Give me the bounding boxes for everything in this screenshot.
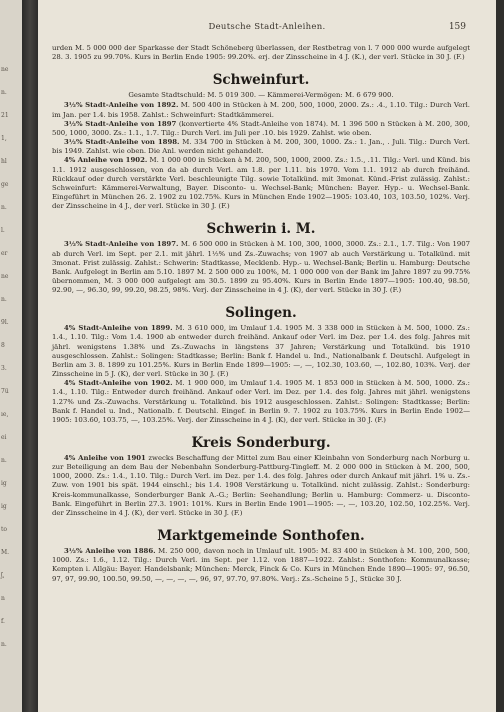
loan-heading: 4% Stadt-Anleihe von 1902.	[64, 379, 173, 388]
adjacent-page-fragment: n.	[1, 89, 7, 96]
adjacent-page-fragment: 9l.	[1, 319, 9, 326]
page-header	[38, 22, 496, 36]
loan-heading: 3½% Stadt-Anleihe von 1897	[64, 119, 177, 128]
adjacent-page-fragment: to	[1, 526, 8, 533]
adjacent-page-fragment: 7ü	[1, 388, 9, 395]
book-page	[38, 0, 496, 712]
sections-container	[52, 72, 470, 583]
adjacent-page-strip	[0, 0, 22, 712]
loan-details: (konvertierte 4% Stadt-Anleihe von 1874). M. 1 396 500 n Stücken à M. 200, 300, 500, 1000, 3000. Zs.: 1.1., 1.7. Tilg.: Durch Verl. im Juli per .10. bis 1929. Zahlst. wie oben.	[52, 119, 470, 137]
loan-details: M. 250 000, davon noch in Umlauf ult. 1905: M. 83 400 in Stücken à M. 100, 200, 500, 1000. Zs.: 1.6., 1.12. Tilg.: Durch Verl. im Sept. per 1.12. von 1887—1922. Zahlst.: Sonthofen: Kommunalkasse; Kempten i. Allgäu: Bayer. Handelsbank; München: Merck, Finck & Co. Kurs in München Ende 1890—1905: 97, 96.50, 97, 97, 99.90, 100.50, 99.50, —, —, —, —, 96, 97, 97.70, 97.80%. Verj.: Zs.-Scheine 5 J., Stücke 30 J.	[52, 547, 470, 583]
running-title: Deutsche Stadt-Anleihen.	[208, 22, 326, 32]
loan-heading: 3½% Stadt-Anleihe von 1897.	[64, 240, 179, 249]
loan-entry	[52, 156, 470, 211]
adjacent-page-fragment: ne	[1, 273, 9, 280]
adjacent-page-fragment: n.	[1, 296, 7, 303]
loan-entry	[52, 324, 470, 379]
loan-heading: 4% Anleihe von 1901	[64, 454, 146, 462]
adjacent-page-fragment: f.	[1, 618, 5, 625]
loan-heading: 3½% Stadt-Anleihe von 1898.	[64, 138, 180, 147]
adjacent-page-fragment: l.	[1, 227, 5, 234]
adjacent-page-fragment: 8	[1, 342, 5, 349]
adjacent-page-fragment: ig	[1, 480, 7, 487]
adjacent-page-fragment: n	[1, 595, 5, 602]
section-title: Marktgemeinde Sonthofen.	[157, 528, 365, 545]
loan-entry	[52, 138, 470, 156]
loan-heading: 3½% Stadt-Anleihe von 1892.	[64, 101, 179, 110]
adjacent-page-fragment: M.	[1, 549, 10, 556]
intro-line-3: erj. der Zinsscheine in 4 J. (K.), der verl. Stücke in 30 J. (F.)	[258, 53, 465, 62]
adjacent-page-fragment: ne	[1, 66, 9, 73]
page-content	[52, 44, 470, 584]
adjacent-page-fragment: n.	[1, 457, 7, 464]
adjacent-page-fragment: ig	[1, 503, 7, 510]
adjacent-page-fragment: er	[1, 250, 8, 257]
loan-details: M. 1 900 000, im Umlauf 1.4. 1905 M. 1 853 000 in Stücken à M. 500, 1000. Zs.: 1.4., 1.10. Tilg.: Entweder durch freihänd. Ankauf oder Verl. im Dez. per 1.4. des folg. Jahres mit jährl. wenigstens 1.27% und Zs.-Zuwachs. Verstärkung u. Totalkünd. bis 1912 ausgeschlossen. Zahlst.: Solingen: Stadtkasse; Berlin: Bank f. Handel u. Ind., Nationalb. f. Deutschl. Eingef. in Berlin 9. 7. 1902 zu 103.75%. Kurs in Berlin Ende 1902—1905: 103.60, 103.75, —, 103.25%. Verj. der Zinsscheine in 4 J. (K), der verl. Stücke in 30 J. (F.)	[52, 379, 470, 424]
adjacent-page-fragment: ʃ,	[1, 572, 5, 579]
intro-line-1: urden M. 5 000 000 der Sparkasse der Stadt Schöneberg überlassen, der Restbetrag von	[52, 44, 366, 52]
loan-entry	[52, 101, 470, 119]
loan-heading: 4% Stadt-Anleihe von 1899.	[64, 324, 173, 333]
adjacent-page-fragment: n.	[1, 204, 7, 211]
adjacent-page-fragment: hl	[1, 158, 7, 165]
page-edge	[496, 0, 504, 712]
adjacent-page-fragment: ge	[1, 181, 9, 188]
loan-entry	[52, 547, 470, 584]
loan-heading: 4% Anleihe von 1902.	[64, 156, 148, 165]
loan-details: M. 1 000 000 in Stücken à M. 200, 500, 1000, 2000. Zs.: 1.5., .11. Tilg.: Verl. und Künd. bis 1.1. 1912 ausgeschlossen, von da ab durch Verl. am 1.8. per 1.11. bis 1970. Vom 1.1. 1912 ab durch freihänd. Rückkauf oder durch verstärkte Verl. beschleunigte Tilg. sowie Totalkünd. mit 3monat. Künd.-Frist zulässig. Zahlst.: Schweinfurt: Kämmerei-Verwaltung, Bayer. Disconto- u. Wechsel-Bank; München: Bayer. Hyp.- u. Wechsel-Bank. Eingeführt in München 26. 2. 1902 zu 102.75%. Kurs in München Ende 1902—1905: 103.40, 103, 103.50, 102%. Verj. der Zinsscheine in 4 J., der verl. Stücke in 30 J. (F.)	[52, 156, 470, 211]
page-number: 159	[448, 22, 466, 32]
book-gutter	[22, 0, 38, 712]
adjacent-page-fragment: 1,	[1, 135, 7, 142]
adjacent-page-fragment: 21	[1, 112, 9, 119]
loan-details: M. 334 700 in Stücken à M. 200, 300, 1000. Zs.: 1. Jan., . Juli. Tilg.: Durch Verl. bis 1949. Zahlst. wie oben. Die Anl. werden nicht gehandelt.	[52, 138, 470, 156]
loan-entry	[52, 240, 470, 295]
section-title: Schwerin i. M.	[206, 221, 316, 238]
section-subtitle: Gesamte Stadtschuld: M. 5 019 300. — Kämmerei-Vermögen: M. 6 679 900.	[128, 91, 394, 100]
section-title: Solingen.	[225, 305, 297, 322]
loan-heading: 3½% Anleihe von 1886.	[64, 547, 156, 556]
loan-details: M. 500 400 in Stücken à M. 200, 500, 1000, 2000. Zs.: .4., 1.10. Tilg.: Durch Verl. im Jan. per 1.4. bis 1958. Zahlst.: Schweinfurt: Stadtkämmerei.	[52, 101, 470, 119]
loan-entry	[52, 120, 470, 138]
loan-details: M. 6 500 000 in Stücken à M. 100, 300, 1000, 3000. Zs.: 2.1., 1.7. Tilg.: Von 1907 ab durch Verl. im Sept. per 2.1. mit jährl. 1½% und Zs.-Zuwachs; von 1907 ab auch Verstärkung u. Totalkünd. mit 3monat. Frist zulässig. Zahlst.: Schwerin: Stadtkasse, Mecklenb. Hyp.- u. Wechsel-Bank; Berlin u. Hamburg: Deutsche Bank. Aufgelegt in Berlin am 5.10. 1897 M. 2 500 000 zu 100%, M. 1 000 000 von der Bank im Jahre 1897 zu 99.75% übernommen, M. 3 000 000 aufgelegt am 30.5. 1899 zu 95.40%. Kurs in Berlin Ende 1897—1905: 100.40, 98.50, 92.90, —, 96.30, 99, 99.20, 98.25, 98%. Verj. der Zinsscheine in 4 J. (K), der verl. Stücke in 30 J. (F.)	[52, 240, 470, 295]
loan-details: zwecks Beschaffung der Mittel zum Bau einer Kleinbahn von Sonderburg nach Norburg u. zur Beteiligung an dem Bau der Nebenbahn Sonderburg-Pattburg-Tingleff. M. 2 000 000 in Stücken à M. 200, 500, 1000, 2000. Zs.: 1.4., 1.10. Tilg.: Durch Verl. im Dez. per 1.4. des folg. Jahres oder durch Ankauf mit jährl. 1% u. Zs.-Zuw. von 1901 bis spät. 1944 einschl.; bis 1.4. 1908 Verstärkung u. Totalkünd. nicht zulässig. Zahlst.: Sonderburg: Kreis-kommunalkasse, Sonderburger Bank A.-G.; Berlin: Seehandlung; Berlin u. Hamburg: Commerz- u. Disconto-Bank. Eingeführt in Berlin 27.3. 1901: 101%. Kurs in Berlin Ende 1901—1905: —, —, 103.20, 102.50, 102.25%. Verj. der Zinsscheine in 4 J. (K), der verl. Stücke in 30 J. (F.)	[52, 454, 470, 517]
adjacent-page-fragment: ei	[1, 434, 7, 441]
intro-line-2: l. 7 000 000 wurde aufgelegt 28. 3. 1905 zu 99.70%. Kurs in Berlin Ende 1905: 99.20%.	[52, 44, 470, 62]
loan-entry	[52, 454, 470, 518]
loan-details: M. 3 610 000, im Umlauf 1.4. 1905 M. 3 338 000 in Stücken à M. 500, 1000. Zs.: 1.4., 1.10. Tilg.: Vom 1.4. 1900 ab entweder durch freihänd. Ankauf oder Verl. im Dez. per 1.4. des folg. Jahres mit jährl. wenigstens 1.38% und Zs.-Zuwachs in längstens 37 Jahren; Verstärkung und Totalkünd. bis 1910 ausgeschlossen. Zahlst.: Solingen: Stadtkasse; Berlin: Bank f. Handel u. Ind., Nationalbank f. Deutschl. Aufgelegt in Berlin am 3. 8. 1899 zu 101.25%. Kurs in Berlin Ende 1899—1905: —, —, 102.30, 103.60, —, 102.80, 103%. Verj. der Zinsscheine in 5 J. (K), der verl. Stücke in 30 J. (F.)	[52, 324, 470, 379]
adjacent-page-fragment: n.	[1, 641, 7, 648]
adjacent-page-fragment: ıe,	[1, 411, 9, 418]
intro-paragraph	[52, 44, 470, 62]
adjacent-page-fragment: 3.	[1, 365, 7, 372]
section-title: Schweinfurt.	[212, 72, 310, 89]
loan-entry	[52, 379, 470, 425]
section-title: Kreis Sonderburg.	[191, 435, 331, 451]
